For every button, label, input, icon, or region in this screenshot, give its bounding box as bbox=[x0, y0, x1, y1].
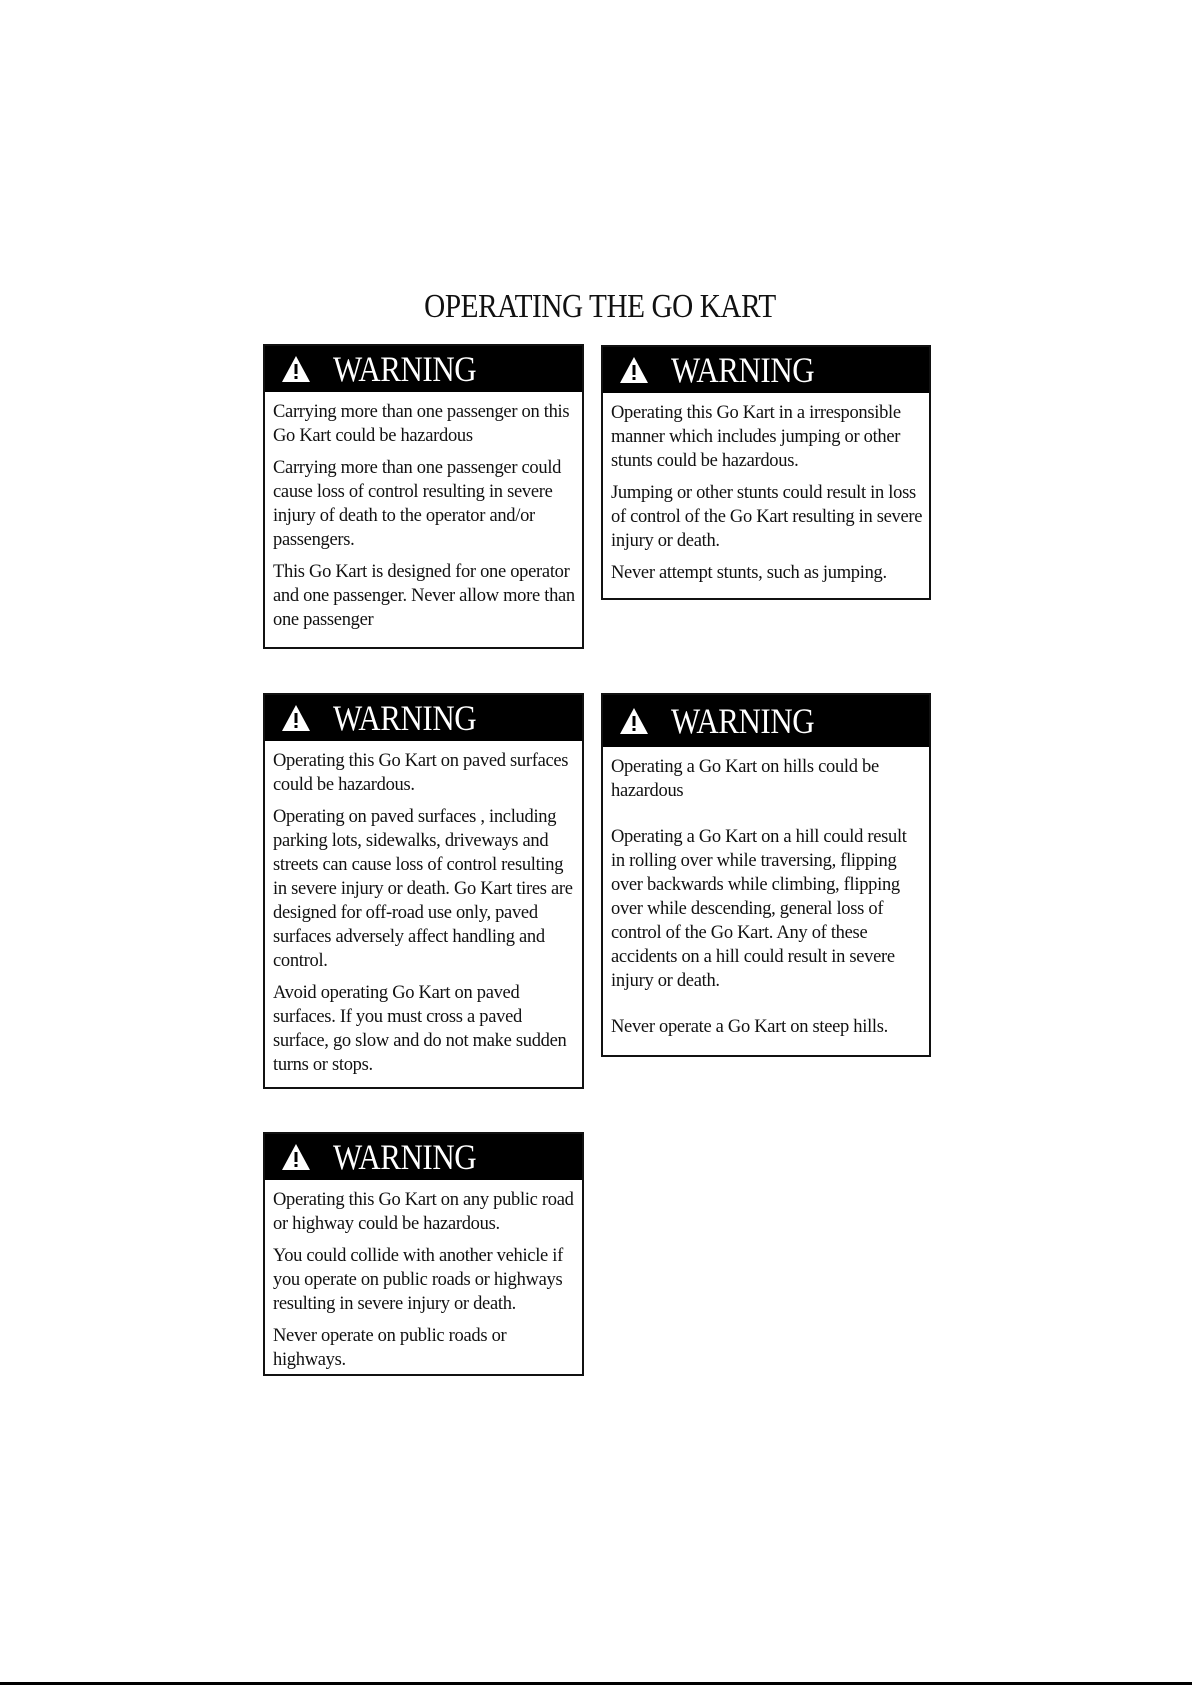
warning-consequence: Jumping or other stunts could result in loss of control of the Go Kart resulting in severe injury or death. bbox=[611, 483, 923, 551]
warning-label: WARNING bbox=[333, 698, 477, 738]
warning-statement: Operating this Go Kart on paved surfaces could be hazardous. bbox=[273, 751, 569, 795]
warning-instruction: This Go Kart is designed for one operator and one passenger. Never allow more than one passenger bbox=[273, 562, 575, 630]
warning-triangle-icon bbox=[619, 707, 649, 735]
warning-statement: Operating a Go Kart on hills could be hazardous bbox=[611, 757, 879, 801]
warning-triangle-icon bbox=[281, 1143, 311, 1171]
warning-box-paved-surfaces bbox=[263, 693, 584, 1089]
warning-consequence: Operating a Go Kart on a hill could result in rolling over while traversing, flipping over backwards while climbing, flipping over while descending, general loss of control of the Go Kart. Any of these accidents on a hill could result in severe injury or death. bbox=[611, 827, 907, 991]
warning-label: WARNING bbox=[333, 349, 477, 389]
warning-triangle-icon bbox=[619, 356, 649, 384]
warning-body bbox=[265, 1180, 582, 1390]
warning-box-stunts bbox=[601, 345, 931, 600]
warning-statement: Operating this Go Kart in a irresponsible manner which includes jumping or other stunts could be hazardous. bbox=[611, 403, 901, 471]
warning-label: WARNING bbox=[671, 701, 815, 741]
warning-body bbox=[265, 392, 582, 650]
warning-header bbox=[603, 347, 929, 393]
warning-box-hills bbox=[601, 693, 931, 1057]
warning-instruction: Never operate on public roads or highways. bbox=[273, 1326, 507, 1370]
warning-body bbox=[603, 747, 929, 1057]
warning-consequence: Operating on paved surfaces , including parking lots, sidewalks, driveways and streets can cause loss of control resulting in severe injury or death. Go Kart tires are designed for off-road use only, paved surfaces adversely affect handling and control. bbox=[273, 807, 573, 971]
warning-consequence: You could collide with another vehicle if you operate on public roads or highways resulting in severe injury or death. bbox=[273, 1246, 563, 1314]
warning-triangle-icon bbox=[281, 704, 311, 732]
warning-instruction: Avoid operating Go Kart on paved surfaces. If you must cross a paved surface, go slow and do not make sudden turns or stops. bbox=[273, 983, 567, 1075]
page-title: OPERATING THE GO KART bbox=[424, 288, 776, 325]
warning-instruction: Never operate a Go Kart on steep hills. bbox=[611, 1017, 889, 1037]
warning-statement: Operating this Go Kart on any public road or highway could be hazardous. bbox=[273, 1190, 574, 1234]
warning-body bbox=[603, 393, 929, 603]
warning-label: WARNING bbox=[671, 350, 815, 390]
warning-box-passengers bbox=[263, 344, 584, 649]
warning-triangle-icon bbox=[281, 355, 311, 383]
warning-instruction: Never attempt stunts, such as jumping. bbox=[611, 563, 887, 583]
warning-header bbox=[603, 695, 929, 747]
warning-body bbox=[265, 741, 582, 1095]
warning-header bbox=[265, 695, 582, 741]
warning-header bbox=[265, 1134, 582, 1180]
warning-statement: Carrying more than one passenger on this Go Kart could be hazardous bbox=[273, 402, 570, 446]
warning-consequence: Carrying more than one passenger could cause loss of control resulting in severe injury of death to the operator and/or passengers. bbox=[273, 458, 562, 550]
warning-label: WARNING bbox=[333, 1137, 477, 1177]
warning-box-public-roads bbox=[263, 1132, 584, 1376]
warning-header bbox=[265, 346, 582, 392]
